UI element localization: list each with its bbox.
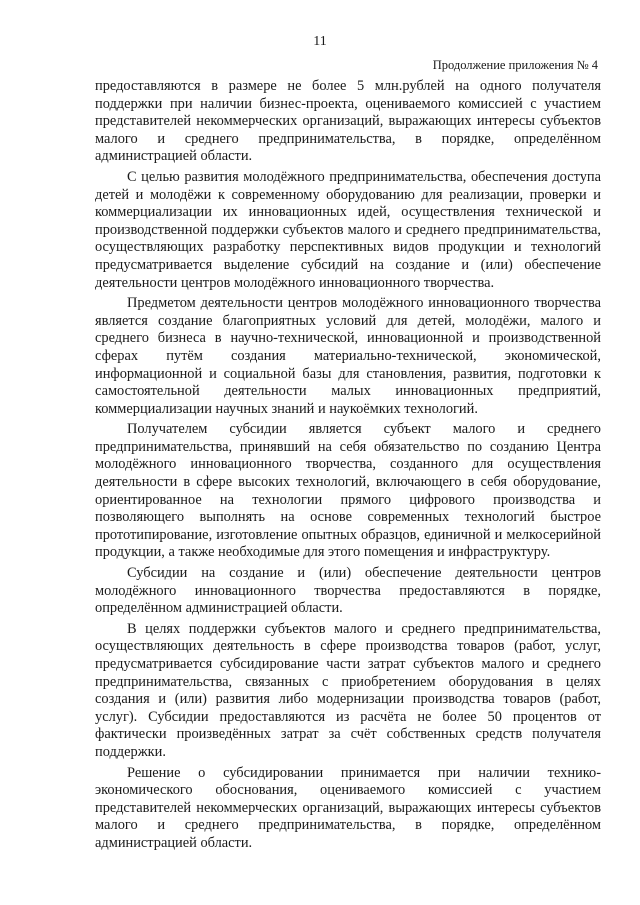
paragraph-subsidy-procedure: Субсидии на создание и (или) обеспечение деятельности центров молодёжного инновационного творчества предоставляются в порядке, определённом администрацией области.	[95, 565, 601, 617]
page-number: 11	[313, 34, 327, 49]
paragraph-continuation: предоставляются в размере не более 5 млн.рублей на одного получателя поддержки при наличии бизнес-проекта, оцениваемого комиссией с участием представителей некоммерческих организаций, выражающих интересы субъектов малого и среднего предпринимательства, в порядке, определённом администрацией области.	[95, 78, 601, 165]
document-body	[95, 78, 601, 856]
paragraph-subsidy-decision: Решение о субсидировании принимается при наличии технико-экономического обоснования, оцениваемого комиссией с участием представителей некоммерческих организаций, выражающих интересы субъектов малого и среднего предпринимательства, в порядке, определённом администрацией области.	[95, 764, 601, 851]
paragraph-subsidy-recipient: Получателем субсидии является субъект малого и среднего предпринимательства, принявший на себя обязательство по созданию Центра молодёжного инновационного творчества, созданного для осуществления деятельности в сфере высоких технологий, включающего в себя оборудование, ориентированное на технологии прямого цифрового производства и позволяющего выполнять на основе современных технологий быстрое прототипирование, изготовление опытных образцов, единичной и мелкосерийной продукции, а также необходимые для этого помещения и инфраструктуру.	[95, 421, 601, 561]
paragraph-centers-activity: Предметом деятельности центров молодёжного инновационного творчества является создание благоприятных условий для детей, молодёжи, малого и среднего бизнеса в научно-технической, инновационной и производственной сферах путём создания материально-технической, экономической, информационной и социальной базы для становления, развития, подготовки к самостоятельной деятельности малых инновационных предприятий, коммерциализации научных знаний и наукоёмких технологий.	[95, 295, 601, 417]
paragraph-youth-entrepreneurship: С целью развития молодёжного предпринимательства, обеспечения доступа детей и молодёжи к современному оборудованию для реализации, проверки и коммерциализации их инновационных идей, осуществления технической и производственной поддержки субъектов малого и среднего предпринимательства, осуществляющих разработку перспективных видов продукции и технологий предусматривается выделение субсидий на создание и (или) обеспечение деятельности центров молодёжного инновационного творчества.	[95, 168, 601, 291]
appendix-label: Продолжение приложения № 4	[432, 58, 598, 72]
paragraph-equipment-subsidy: В целях поддержки субъектов малого и среднего предпринимательства, осуществляющих деятельность в сфере производства товаров (работ, услуг, предусматривается субсидирование части затрат субъектов малого и среднего предпринимательства, связанных с приобретением оборудования в целях создания и (или) развития либо модернизации производства товаров (работ, услуг). Субсидии предоставляются из расчёта не более 50 процентов от фактически произведённых затрат за счёт собственных средств получателя поддержки.	[95, 620, 601, 760]
